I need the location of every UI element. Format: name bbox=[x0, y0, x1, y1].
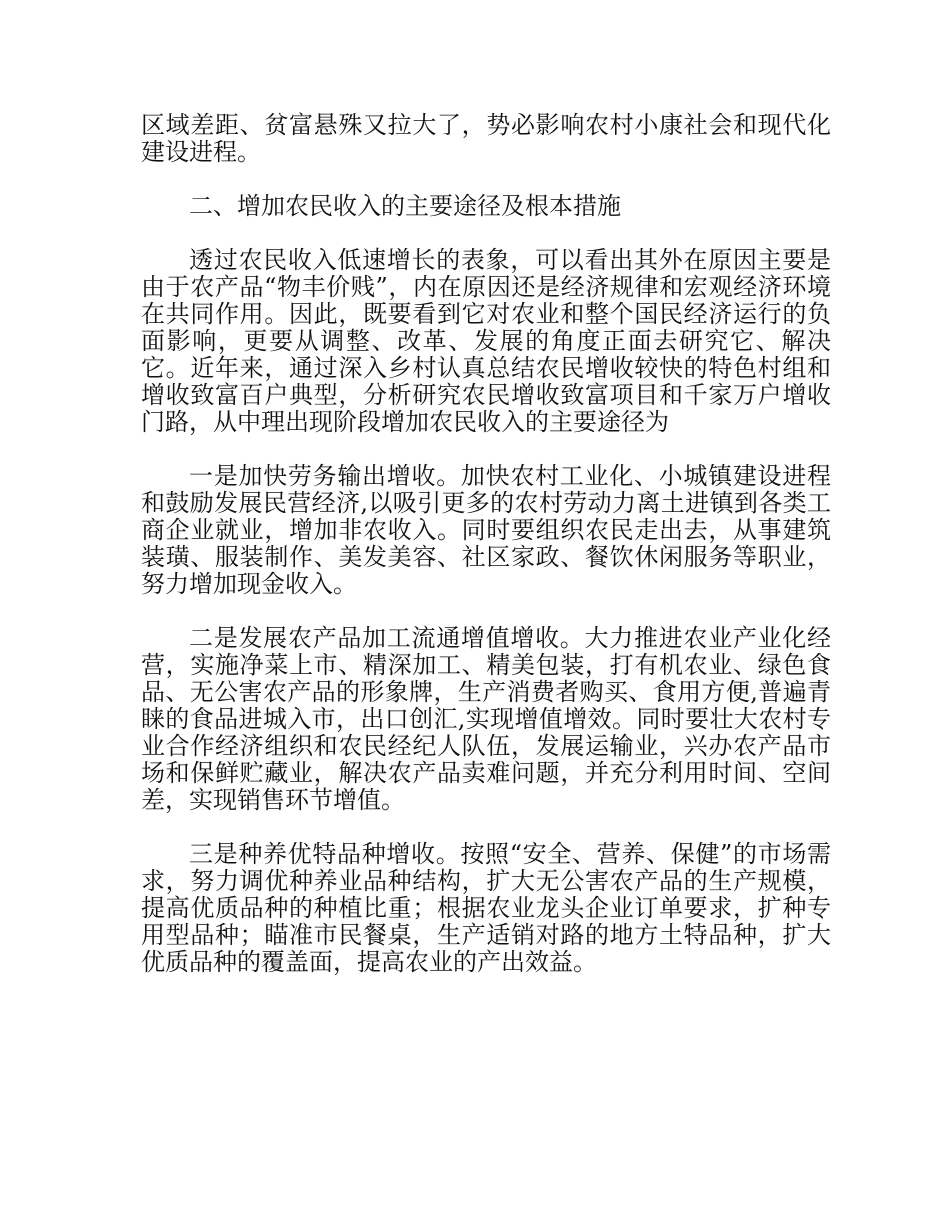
section-heading: 二、增加农民收入的主要途径及根本措施 bbox=[189, 192, 621, 220]
paragraph-causes: 透过农民收入低速增长的表象，可以看出其外在原因主要是由于农产品“物丰价贱”，内在原因还是经济规律和宏观经济环境在共同作用。因此，既要看到它对农业和整个国民经济运行的负面影响，更要从调整、改革、发展的角度正面去研究它、解决它。近年来，通过深入乡村认真总结农民增收较快的特色村组和增收致富百户典型，分析研究农民增收致富项目和千家万户增收门路，从中理出现阶段增加农民收入的主要途径为 bbox=[141, 246, 831, 436]
paragraph-labor-export: 一是加快劳务输出增收。加快农村工业化、小城镇建设进程和鼓励发展民营经济,以吸引更多的农村劳动力离土进镇到各类工商企业就业，增加非农收入。同时要组织农民走出去，从事建筑装璜、服装制作、美发美容、社区家政、餐饮休闲服务等职业，努力增加现金收入。 bbox=[141, 462, 831, 598]
paragraph-processing: 二是发展农产品加工流通增值增收。大力推进农业产业化经营，实施净菜上市、精深加工、精美包装，打有机农业、绿色食品、无公害农产品的形象牌，生产消费者购买、食用方便,普遍青睐的食品进城入市，出口创汇,实现增值增效。同时要壮大农村专业合作经济组织和农民经纪人队伍，发展运输业，兴办农产品市场和保鲜贮藏业，解决农产品卖难问题，并充分利用时间、空间差，实现销售环节增值。 bbox=[141, 624, 831, 814]
paragraph-varieties: 三是种养优特品种增收。按照“安全、营养、保健”的市场需求，努力调优种养业品种结构，扩大无公害农产品的生产规模，提高优质品种的种植比重；根据农业龙头企业订单要求，扩种专用型品种；瞄准市民餐桌，生产适销对路的地方土特品种，扩大优质品种的覆盖面，提高农业的产出效益。 bbox=[141, 840, 831, 976]
document-page bbox=[141, 112, 831, 1003]
paragraph-continuation: 区域差距、贫富悬殊又拉大了，势必影响农村小康社会和现代化建设进程。 bbox=[141, 111, 831, 166]
